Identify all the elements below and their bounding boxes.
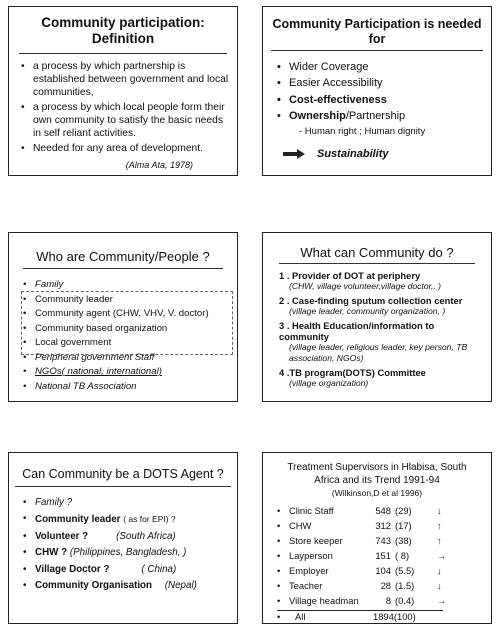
- item-note: ( as for EPI) ?: [123, 514, 176, 525]
- slide-treatment-supervisors-hlabisa: [262, 452, 492, 624]
- list-item: • Community based organization: [23, 322, 233, 337]
- item-label: CHW ?: [35, 547, 68, 559]
- item-head: 2 . Case-finding sputum collection center: [279, 295, 463, 307]
- item-head: 4 .TB program(DOTS) Committee: [279, 367, 426, 379]
- title-line-1: Treatment Supervisors in Hlabisa, South: [287, 462, 467, 473]
- row-pct: ( 8): [395, 550, 410, 561]
- trend-arrow-icon: ↑: [437, 520, 442, 531]
- sustainability-label: Sustainability: [317, 147, 389, 160]
- sub-item: - Human right ; Human dignity: [299, 125, 426, 137]
- table-row: [277, 565, 483, 580]
- item-note: ( China): [141, 563, 177, 575]
- list-item: [23, 511, 231, 529]
- slide-title: [263, 461, 491, 487]
- row-label: CHW: [289, 520, 312, 531]
- trend-arrow-icon: →: [437, 595, 447, 606]
- title-underline: [279, 263, 475, 264]
- citation: (Alma Ata, 1978): [125, 159, 193, 170]
- list-item: • National TB Association: [23, 380, 233, 395]
- row-label: Village headman: [289, 595, 359, 606]
- table-total-row: [277, 611, 483, 626]
- ownership-bold: Ownership: [289, 110, 346, 122]
- item-sub: (village organization): [289, 378, 369, 389]
- row-bullet: •: [277, 505, 281, 516]
- title-underline: [15, 486, 231, 487]
- trend-arrow-icon: ↓: [437, 580, 442, 591]
- numbered-list: [279, 270, 485, 389]
- list-item: • Cost-effectiveness: [277, 92, 483, 109]
- list-item: [23, 495, 231, 512]
- bullet-list: [21, 60, 229, 155]
- item-sub: (village leader, community organization, ): [289, 306, 446, 317]
- row-bullet: •: [277, 611, 281, 622]
- list-item: • a process by which local people form their own community to satisfy the basic needs in self reliant activities.: [21, 101, 229, 140]
- list-item: [23, 529, 231, 546]
- table-row: [277, 550, 483, 565]
- item-label: Volunteer ?: [35, 530, 89, 542]
- arrow-right-icon: [283, 149, 305, 159]
- row-bullet: •: [277, 565, 281, 576]
- row-count: 8: [385, 595, 391, 606]
- row-label: Employer: [289, 565, 329, 576]
- bullet-list: [23, 495, 231, 595]
- slide-title: Who are Community/People ?: [36, 249, 210, 264]
- row-count: 743: [375, 535, 391, 546]
- trend-arrow-icon: ↓: [437, 565, 442, 576]
- slide-title: [9, 15, 237, 47]
- item-label: Community leader: [35, 514, 121, 526]
- list-item: • Family: [23, 278, 233, 293]
- citation: (Wilkinson,D et al 1996): [331, 488, 423, 498]
- item-sub: (village leader, religious leader, key person, TB association, NGOs): [289, 342, 468, 364]
- row-pct: (38): [395, 535, 412, 546]
- table-row: [277, 595, 483, 610]
- list-item: [279, 295, 485, 317]
- row-pct: (0.4): [395, 595, 415, 606]
- title-underline: [271, 50, 483, 51]
- list-item: [23, 578, 231, 595]
- row-label: Layperson: [289, 550, 333, 561]
- list-item: [279, 320, 485, 364]
- slide-title: Can Community be a DOTS Agent ?: [22, 467, 224, 481]
- item-label: Family ?: [35, 496, 73, 508]
- ownership-rest: /Partnership: [345, 110, 406, 122]
- row-label: Clinic Staff: [289, 505, 334, 516]
- list-item: [279, 270, 485, 292]
- item-note: (Philippines, Bangladesh, ): [69, 547, 187, 559]
- row-pct: (1.5): [395, 580, 415, 591]
- sustainability-row: [283, 148, 491, 160]
- table-row: [277, 580, 483, 595]
- row-bullet: •: [277, 595, 281, 606]
- title-line-1: Community Participation is needed: [272, 17, 482, 31]
- row-bullet: •: [277, 520, 281, 531]
- item-sub: (CHW, village volunteer,village doctor,. ): [289, 281, 442, 292]
- title-line-1: Community participation:: [41, 15, 205, 30]
- table-row: [277, 520, 483, 535]
- row-label: Teacher: [289, 580, 323, 591]
- item-label: Community Organisation: [35, 580, 153, 592]
- row-bullet: •: [277, 550, 281, 561]
- list-item: [23, 545, 231, 562]
- data-table: [277, 505, 483, 626]
- slide-title: What can Community do ?: [300, 245, 454, 260]
- total-value: 1894(100): [373, 611, 416, 622]
- list-item: • Needed for any area of development.: [21, 142, 229, 155]
- list-item: • Community agent (CHW, VHV, V. doctor): [23, 307, 233, 322]
- title-line-2: for: [368, 31, 386, 46]
- list-item: • Easier Accessibility: [277, 75, 483, 92]
- list-item-ownership: [277, 108, 483, 125]
- row-count: 312: [375, 520, 391, 531]
- item-label: Village Doctor ?: [35, 563, 110, 575]
- slide-what-can-community-do: [262, 232, 492, 402]
- row-bullet: •: [277, 580, 281, 591]
- list-item: • Peripheral government Staff: [23, 351, 233, 366]
- list-item: • Wider Coverage: [277, 59, 483, 76]
- table-row: [277, 535, 483, 550]
- row-pct: (5.5): [395, 565, 415, 576]
- row-pct: (17): [395, 520, 412, 531]
- title-line-2: Definition: [91, 30, 155, 46]
- title-line-2: Africa and its Trend 1991-94: [314, 475, 440, 486]
- item-note: (Nepal): [164, 580, 197, 592]
- list-item: [23, 562, 231, 579]
- list-item: • Local government: [23, 336, 233, 351]
- slide-can-community-be-dots-agent: [8, 452, 238, 624]
- row-count: 151: [375, 550, 391, 561]
- slide-title: [263, 17, 491, 47]
- item-head: 3 . Health Education/information to community: [279, 320, 435, 343]
- list-item: • a process by which partnership is established between government and local communities,: [21, 60, 229, 99]
- total-label: All: [295, 611, 306, 622]
- title-underline: [23, 268, 223, 269]
- slide-community-participation-needed: [262, 6, 492, 176]
- row-count: 28: [380, 580, 391, 591]
- trend-arrow-icon: →: [437, 550, 447, 561]
- title-underline: [19, 53, 227, 54]
- list-item: • Community leader: [23, 293, 233, 308]
- row-count: 548: [375, 505, 391, 516]
- slide-who-are-community: [8, 232, 238, 402]
- trend-arrow-icon: ↓: [437, 505, 442, 516]
- item-head: 1 . Provider of DOT at periphery: [279, 270, 421, 282]
- list-item: [279, 367, 485, 389]
- table-row: [277, 505, 483, 520]
- list-item: • NGOs( national, international): [23, 365, 233, 380]
- bullet-list: [23, 278, 233, 394]
- bullet-list: [277, 59, 483, 125]
- row-count: 104: [375, 565, 391, 576]
- row-pct: (29): [395, 505, 412, 516]
- slide-community-participation-definition: [8, 6, 238, 176]
- row-bullet: •: [277, 535, 281, 546]
- trend-arrow-icon: ↑: [437, 535, 442, 546]
- row-label: Store keeper: [289, 535, 343, 546]
- item-note: (South Africa): [116, 530, 176, 542]
